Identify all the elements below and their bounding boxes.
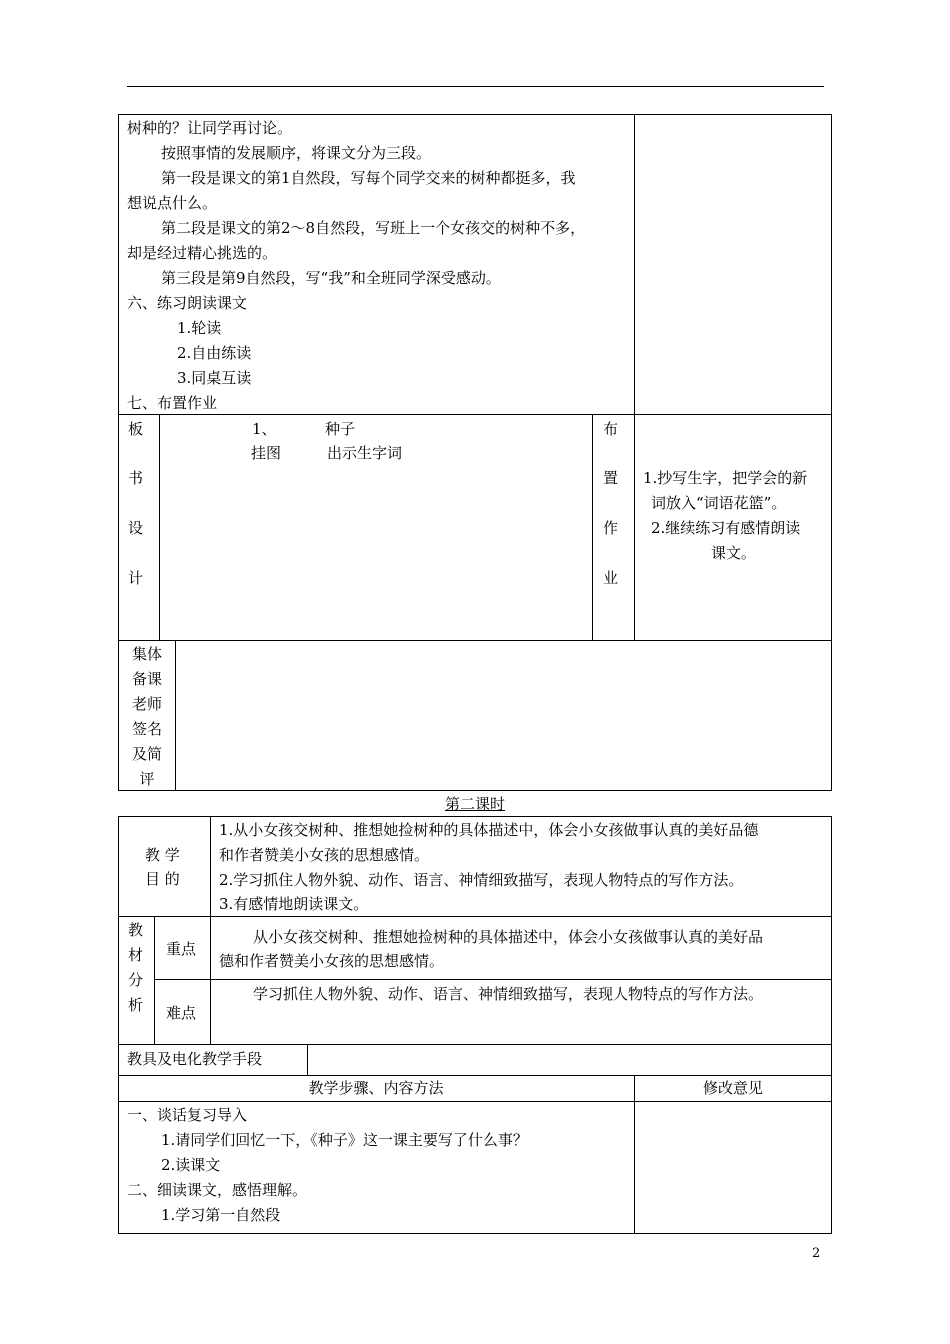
row-divider: [118, 1075, 832, 1076]
analysis-label-char: 分: [128, 971, 144, 989]
row-divider: [118, 1044, 832, 1045]
homework-label-char: 布: [603, 420, 619, 438]
collective-review-table: [118, 640, 832, 791]
collective-label-line: 备课: [131, 670, 162, 688]
list-item: 3.同桌互读: [177, 369, 252, 387]
board-item: 出示生字词: [327, 444, 403, 462]
analysis-label-char: 材: [128, 946, 144, 964]
board-label-char: 计: [128, 569, 144, 587]
homework-label-char: 作: [603, 519, 619, 537]
homework-line: 词放入“词语花篮”。: [651, 494, 787, 512]
divider: [307, 1044, 308, 1075]
text-line: 却是经过精心挑选的。: [127, 244, 278, 262]
step-heading: 二、细读课文，感悟理解。: [127, 1181, 308, 1199]
goals-label: 目 的: [145, 870, 180, 888]
collective-label-line: 集体: [131, 645, 162, 663]
step-heading: 一、谈话复习导入: [127, 1106, 248, 1124]
section-heading: 七、布置作业: [127, 394, 218, 412]
row-divider: [118, 916, 832, 917]
tools-label: 教具及电化教学手段: [127, 1050, 263, 1068]
goal-line: 和作者赞美小女孩的思想感情。: [219, 846, 430, 864]
key-point-line: 从小女孩交树种、推想她捡树种的具体描述中，体会小女孩做事认真的美好品: [253, 928, 764, 946]
difficulty-label: 难点: [166, 1004, 197, 1022]
board-title: 种子: [325, 420, 356, 438]
board-label-char: 板: [128, 420, 144, 438]
collective-label-line: 评: [139, 770, 155, 788]
key-point-label: 重点: [166, 940, 197, 958]
divider: [159, 414, 160, 641]
text-line: 第一段是课文的第1自然段，写每个同学交来的树种都挺多，我: [161, 169, 576, 187]
homework-line: 2.继续练习有感情朗读: [651, 519, 801, 537]
collective-label-line: 及简: [131, 745, 162, 763]
key-point-line: 德和作者赞美小女孩的思想感情。: [219, 952, 445, 970]
divider: [634, 414, 635, 641]
goal-line: 1.从小女孩交树种、推想她捡树种的具体描述中，体会小女孩做事认真的美好品德: [219, 821, 759, 839]
text-line: 树种的？让同学再讨论。: [127, 119, 293, 137]
board-line-number: 1、: [252, 420, 277, 438]
board-label-char: 书: [128, 469, 144, 487]
homework-line: 课文。: [711, 544, 757, 562]
step-line: 1.请同学们回忆一下，《种子》这一课主要写了什么事？: [161, 1131, 528, 1149]
lesson2-title: 第二课时: [444, 795, 505, 813]
text-line: 第三段是第9自然段，写“我”和全班同学深受感动。: [161, 269, 501, 287]
homework-label-char: 置: [603, 469, 619, 487]
text-line: 第二段是课文的第2～8自然段，写班上一个女孩交的树种不多，: [161, 219, 586, 237]
text-line: 按照事情的发展顺序，将课文分为三段。: [161, 144, 432, 162]
goals-label: 教 学: [145, 846, 180, 864]
steps-header: 教学步骤、内容方法: [308, 1079, 444, 1097]
section-heading: 六、练习朗读课文: [127, 294, 248, 312]
collective-label-line: 老师: [131, 695, 162, 713]
goal-line: 2.学习抓住人物外貌、动作、语言、神情细致描写，表现人物特点的写作方法。: [219, 871, 744, 889]
collective-label-line: 签名: [131, 720, 162, 738]
homework-label-char: 业: [603, 569, 619, 587]
divider: [154, 916, 155, 1044]
goal-line: 3.有感情地朗读课文。: [219, 895, 369, 913]
board-item: 挂图: [251, 444, 282, 462]
step-line: 2.读课文: [161, 1156, 221, 1174]
analysis-label-char: 析: [128, 996, 144, 1014]
homework-line: 1.抄写生字，把学会的新: [643, 469, 808, 487]
row-divider: [118, 1101, 832, 1102]
revise-header: 修改意见: [702, 1079, 763, 1097]
divider: [592, 414, 593, 641]
analysis-label-char: 教: [128, 921, 144, 939]
header-rule: [127, 86, 824, 87]
list-item: 1.轮读: [177, 319, 222, 337]
board-label-char: 设: [128, 519, 144, 537]
difficulty-text: 学习抓住人物外貌、动作、语言、神情细致描写，表现人物特点的写作方法。: [253, 985, 764, 1003]
divider: [634, 114, 635, 415]
text-line: 想说点什么。: [127, 194, 218, 212]
page-number: 2: [812, 1246, 821, 1261]
divider: [634, 1075, 635, 1234]
list-item: 2.自由练读: [177, 344, 252, 362]
divider: [175, 640, 176, 791]
divider: [210, 816, 211, 1044]
step-line: 1.学习第一自然段: [161, 1206, 281, 1224]
row-divider: [154, 979, 832, 980]
